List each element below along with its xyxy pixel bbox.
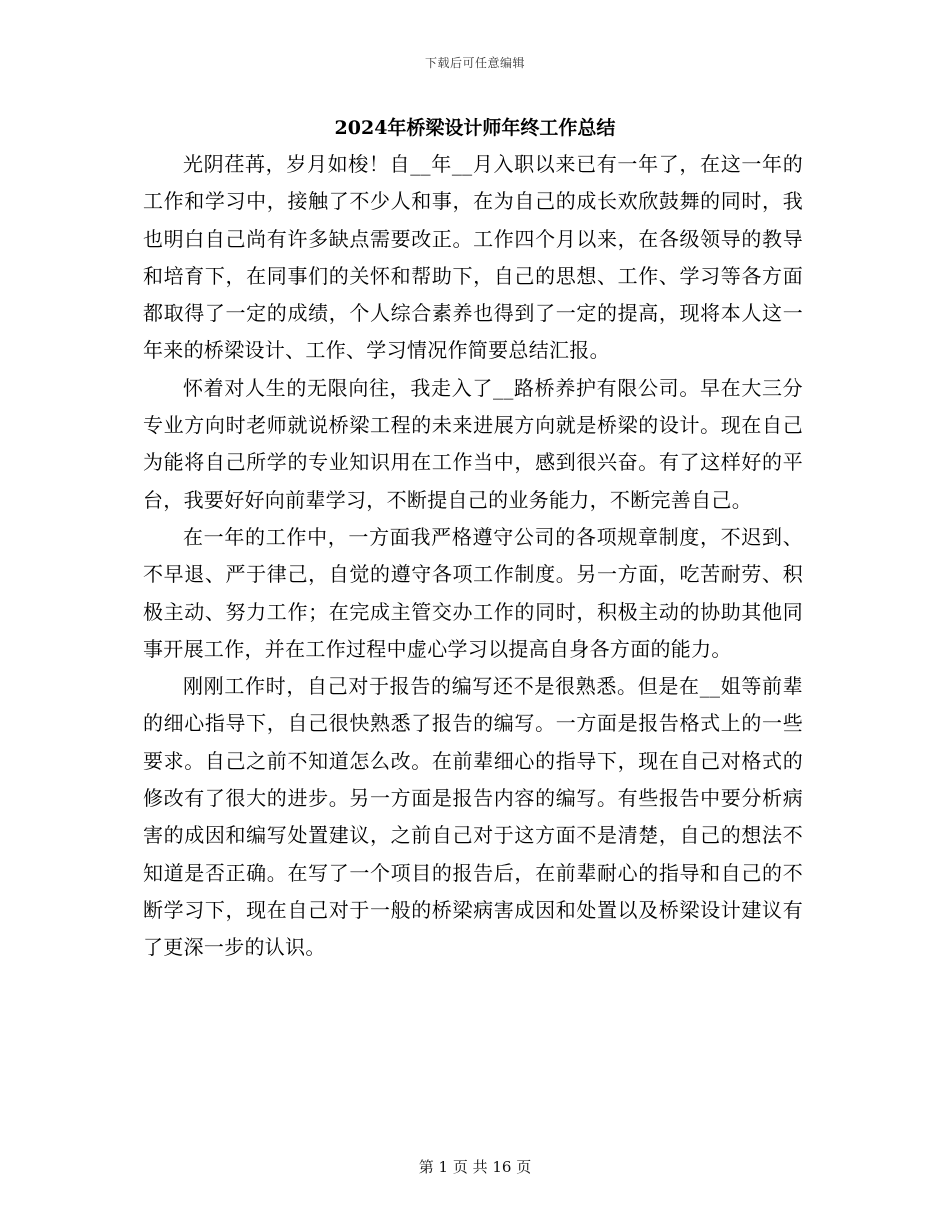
document-body [143,146,803,967]
paragraph-4: 刚刚工作时，自己对于报告的编写还不是很熟悉。但是在__姐等前辈的细心指导下，自己很快熟悉了报告的编写。一方面是报告格式上的一些要求。自己之前不知道怎么改。在前辈细心的指导下，现在自己对格式的修改有了很大的进步。另一方面是报告内容的编写。有些报告中要分析病害的成因和编写处置建议，之前自己对于这方面不是清楚，自己的想法不知道是否正确。在写了一个项目的报告后，在前辈耐心的指导和自己的不断学习下，现在自己对于一般的桥梁病害成因和处置以及桥梁设计建议有了更深一步的认识。 [143,674,803,960]
document-title: 2024年桥梁设计师年终工作总结 [334,117,616,139]
paragraph-1: 光阴荏苒，岁月如梭！自__年__月入职以来已有一年了，在这一年的工作和学习中，接触了不少人和事，在为自己的成长欢欣鼓舞的同时，我也明白自己尚有许多缺点需要改正。工作四个月以来，在各级领导的教导和培育下，在同事们的关怀和帮助下，自己的思想、工作、学习等各方面都取得了一定的成绩，个人综合素养也得到了一定的提高，现将本人这一年来的桥梁设计、工作、学习情况作简要总结汇报。 [143,152,803,363]
paragraph-2: 怀着对人生的无限向往，我走入了__路桥养护有限公司。早在大三分专业方向时老师就说桥梁工程的未来进展方向就是桥梁的设计。现在自己为能将自己所学的专业知识用在工作当中，感到很兴奋。有了这样好的平台，我要好好向前辈学习，不断提自己的业务能力，不断完善自己。 [143,375,803,512]
header-note: 下载后可任意编辑 [424,56,525,70]
page-footer: 第 1 页 共 16 页 [418,1158,532,1176]
paragraph-3: 在一年的工作中，一方面我严格遵守公司的各项规章制度，不迟到、不早退、严于律己，自觉的遵守各项工作制度。另一方面，吃苦耐劳、积极主动、努力工作；在完成主管交办工作的同时，积极主动的协助其他同事开展工作，并在工作过程中虚心学习以提高自身各方面的能力。 [143,524,803,661]
